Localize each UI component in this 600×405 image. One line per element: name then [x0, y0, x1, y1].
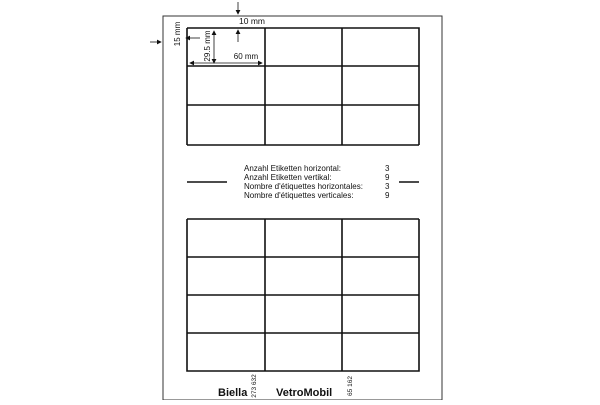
top-margin-label: 10 mm	[239, 16, 265, 26]
sheet-border	[163, 16, 442, 400]
info-value-1: 3	[385, 164, 390, 173]
biella-logo: Biella	[218, 387, 248, 399]
vetromobil-logo: VetroMobil	[276, 387, 333, 399]
product-code-right: 65 162	[347, 376, 354, 396]
product-code-left: 273 632	[251, 374, 258, 398]
info-label-4: Nombre d'étiquettes verticales:	[244, 191, 354, 200]
info-value-3: 3	[385, 182, 390, 191]
info-value-4: 9	[385, 191, 390, 200]
info-label-1: Anzahl Etiketten horizontal:	[244, 164, 341, 173]
left-margin-label: 15 mm	[173, 21, 182, 47]
info-label-2: Anzahl Etiketten vertikal:	[244, 173, 332, 182]
info-label-3: Nombre d'étiquettes horizontales:	[244, 182, 363, 191]
label-width-label: 60 mm	[233, 52, 259, 61]
label-height-label: 29.5 mm	[203, 30, 212, 62]
info-value-2: 9	[385, 173, 390, 182]
